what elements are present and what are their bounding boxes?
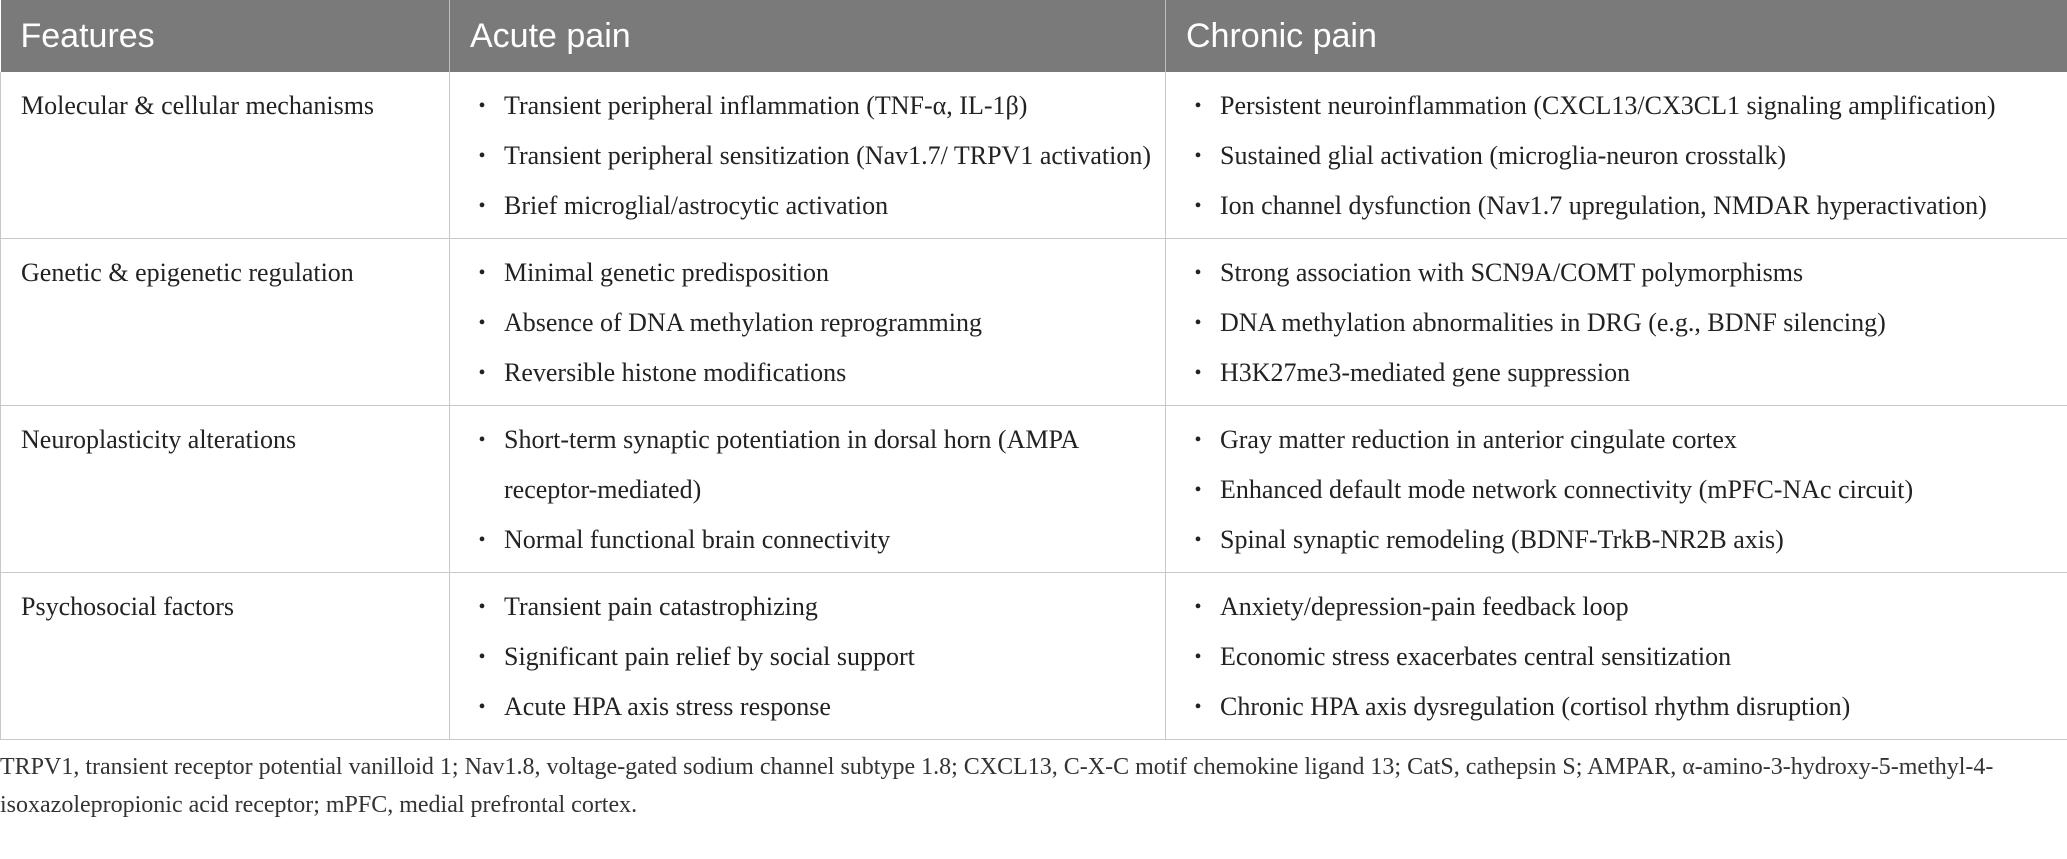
list-item xyxy=(470,181,1155,231)
feature-cell: Genetic & epigenetic regulation xyxy=(1,239,450,406)
bullet-icon: • xyxy=(478,646,486,668)
bullet-icon: • xyxy=(1194,596,1202,618)
table-row xyxy=(1,406,2067,573)
bullet-icon: • xyxy=(1194,145,1202,167)
chronic-list xyxy=(1186,582,2057,732)
list-item xyxy=(470,682,1155,732)
list-item-text: Gray matter reduction in anterior cingulate cortex xyxy=(1220,425,1737,454)
list-item-text: Economic stress exacerbates central sensitization xyxy=(1220,642,1732,671)
chronic-list xyxy=(1186,81,2057,231)
list-item xyxy=(1186,582,2057,632)
list-item xyxy=(470,415,1155,515)
list-item xyxy=(1186,415,2057,465)
list-item-text: Persistent neuroinflammation (CXCL13/CX3CL1 signaling amplification) xyxy=(1220,91,1996,120)
chronic-cell xyxy=(1166,573,2067,740)
acute-list xyxy=(470,582,1155,732)
list-item xyxy=(1186,248,2057,298)
list-item xyxy=(1186,682,2057,732)
list-item xyxy=(470,298,1155,348)
list-item-text: Significant pain relief by social support xyxy=(504,642,915,671)
bullet-icon: • xyxy=(1194,646,1202,668)
acute-cell xyxy=(450,406,1166,573)
acute-list xyxy=(470,81,1155,231)
list-item-text: Acute HPA axis stress response xyxy=(504,692,831,721)
list-item-text: Ion channel dysfunction (Nav1.7 upregulation, NMDAR hyperactivation) xyxy=(1220,191,1987,220)
list-item xyxy=(1186,465,2057,515)
bullet-icon: • xyxy=(478,145,486,167)
list-item-text: H3K27me3-mediated gene suppression xyxy=(1220,358,1631,387)
list-item xyxy=(1186,181,2057,231)
bullet-icon: • xyxy=(1194,362,1202,384)
list-item-text: Transient peripheral sensitization (Nav1.7/ TRPV1 activation) xyxy=(504,141,1151,170)
list-item xyxy=(470,81,1155,131)
acute-cell xyxy=(450,239,1166,406)
bullet-icon: • xyxy=(478,362,486,384)
list-item xyxy=(1186,81,2057,131)
bullet-icon: • xyxy=(1194,95,1202,117)
list-item-text: Normal functional brain connectivity xyxy=(504,525,891,554)
bullet-icon: • xyxy=(1194,529,1202,551)
bullet-icon: • xyxy=(478,529,486,551)
list-item xyxy=(470,632,1155,682)
bullet-icon: • xyxy=(478,95,486,117)
header-row xyxy=(1,0,2067,72)
list-item xyxy=(1186,348,2057,398)
list-item-text: Minimal genetic predisposition xyxy=(504,258,829,287)
acute-list xyxy=(470,415,1155,565)
bullet-icon: • xyxy=(478,429,486,451)
chronic-list xyxy=(1186,248,2057,398)
list-item-text: DNA methylation abnormalities in DRG (e.g., BDNF silencing) xyxy=(1220,308,1886,337)
feature-cell: Psychosocial factors xyxy=(1,573,450,740)
list-item-text: Transient pain catastrophizing xyxy=(504,592,818,621)
chronic-cell xyxy=(1166,72,2067,239)
bullet-icon: • xyxy=(1194,429,1202,451)
list-item-text: Enhanced default mode network connectivity (mPFC-NAc circuit) xyxy=(1220,475,1914,504)
list-item-text: Absence of DNA methylation reprogramming xyxy=(504,308,982,337)
header-features: Features xyxy=(1,0,450,72)
bullet-icon: • xyxy=(1194,195,1202,217)
list-item-text: Short-term synaptic potentiation in dorsal horn (AMPA receptor-mediated) xyxy=(504,425,1078,504)
acute-list xyxy=(470,248,1155,398)
list-item xyxy=(1186,515,2057,565)
list-item-text: Sustained glial activation (microglia-neuron crosstalk) xyxy=(1220,141,1787,170)
list-item-text: Chronic HPA axis dysregulation (cortisol rhythm disruption) xyxy=(1220,692,1851,721)
chronic-cell xyxy=(1166,406,2067,573)
bullet-icon: • xyxy=(1194,262,1202,284)
chronic-list xyxy=(1186,415,2057,565)
acute-cell xyxy=(450,72,1166,239)
table-row xyxy=(1,72,2067,239)
list-item xyxy=(1186,632,2057,682)
list-item-text: Spinal synaptic remodeling (BDNF-TrkB-NR2B axis) xyxy=(1220,525,1784,554)
table-row xyxy=(1,239,2067,406)
list-item xyxy=(470,348,1155,398)
table-header xyxy=(1,0,2067,72)
list-item xyxy=(470,515,1155,565)
header-acute-pain: Acute pain xyxy=(450,0,1166,72)
list-item-text: Transient peripheral inflammation (TNF-α, IL-1β) xyxy=(504,91,1028,120)
list-item xyxy=(470,131,1155,181)
list-item-text: Strong association with SCN9A/COMT polymorphisms xyxy=(1220,258,1804,287)
header-chronic-pain: Chronic pain xyxy=(1166,0,2067,72)
bullet-icon: • xyxy=(478,312,486,334)
bullet-icon: • xyxy=(478,696,486,718)
acute-cell xyxy=(450,573,1166,740)
list-item-text: Reversible histone modifications xyxy=(504,358,847,387)
bullet-icon: • xyxy=(478,262,486,284)
list-item xyxy=(1186,131,2057,181)
bullet-icon: • xyxy=(478,596,486,618)
list-item xyxy=(470,248,1155,298)
table-body xyxy=(1,72,2067,740)
table-row xyxy=(1,573,2067,740)
table-footnote: TRPV1, transient receptor potential vanilloid 1; Nav1.8, voltage-gated sodium channel subtype 1.8; CXCL13, C-X-C motif chemokine ligand 13; CatS, cathepsin S; AMPAR, α-amino-3-hydroxy-5-methyl-4-isoxazolepropionic acid receptor; mPFC, medial prefrontal cortex. xyxy=(0,754,1994,818)
list-item xyxy=(1186,298,2057,348)
list-item-text: Brief microglial/astrocytic activation xyxy=(504,191,889,220)
chronic-cell xyxy=(1166,239,2067,406)
list-item-text: Anxiety/depression-pain feedback loop xyxy=(1220,592,1629,621)
bullet-icon: • xyxy=(1194,696,1202,718)
feature-cell: Molecular & cellular mechanisms xyxy=(1,72,450,239)
feature-cell: Neuroplasticity alterations xyxy=(1,406,450,573)
bullet-icon: • xyxy=(1194,312,1202,334)
list-item xyxy=(470,582,1155,632)
bullet-icon: • xyxy=(478,195,486,217)
bullet-icon: • xyxy=(1194,479,1202,501)
